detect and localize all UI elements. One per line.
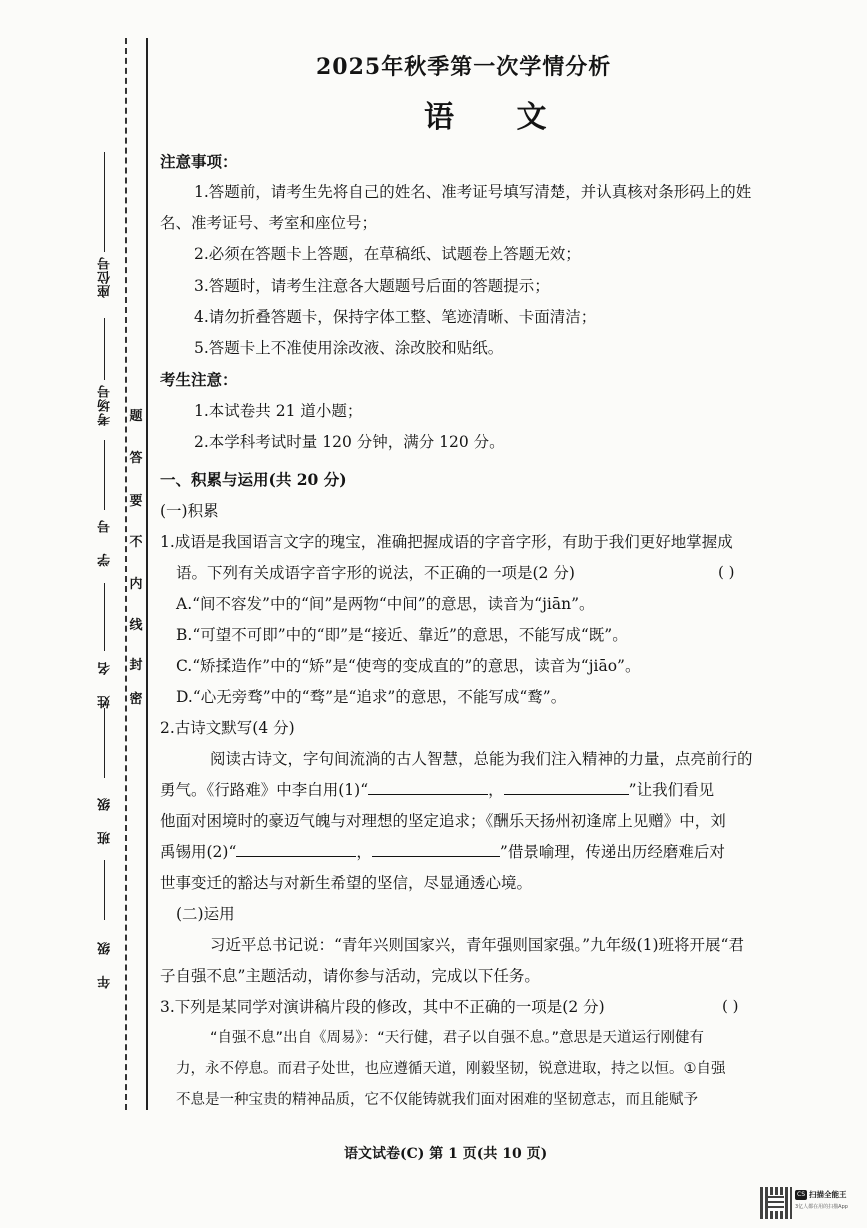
seat-number-line [104, 152, 105, 252]
exam-title: 2025年秋季第一次学情分析 [316, 54, 612, 80]
q1-option-a: A.“间不容发”中的“间”是两物“中间”的意思，读音为“jiān”。 [176, 595, 595, 613]
seal-char-xian: 线 [129, 618, 143, 633]
q2-text-part: ， [356, 843, 372, 861]
class-line [104, 708, 105, 778]
intro-text: 习近平总书记说：“青年兴则国家兴，青年强则国家强。”九年级(1)班将开展“君 [210, 936, 744, 954]
q1-option-c: C.“矫揉造作”中的“矫”是“使弯的变成直的”的意思，读音为“jiāo”。 [176, 657, 641, 675]
q2-text: 阅读古诗文，字句间流淌的古人智慧，总能为我们注入精神的力量，点亮前行的 [210, 750, 753, 768]
q3-answer-paren: ( ) [722, 997, 739, 1015]
seal-char-da: 答 [129, 451, 143, 466]
name-label: 姓 名 [98, 654, 113, 709]
page-footer: 语文试卷(C) 第 1 页(共 10 页) [344, 1146, 548, 1162]
binding-dashed-line [125, 38, 127, 1110]
q2-text: 他面对困境时的豪迈气魄与对理想的坚定追求；《酬乐天扬州初逢席上见赠》中，刘 [160, 812, 726, 830]
q3-passage: “自强不息”出自《周易》：“天行健，君子以自强不息。”意思是天道运行刚健有 [210, 1030, 705, 1046]
scanner-tagline: 3亿人都在用的扫描App [795, 1204, 848, 1210]
q2-text-blanks-1 [160, 780, 714, 800]
q2-heading: 2.古诗文默写(4 分) [160, 719, 295, 737]
scanner-name: 扫描全能王 [809, 1190, 847, 1199]
binding-solid-line [146, 38, 148, 1110]
student-id-line [104, 440, 105, 510]
blank-2[interactable] [504, 780, 629, 795]
subject-title: 语 文 [424, 100, 573, 135]
notice-item: 名、准考证号、考室和座位号； [160, 214, 378, 232]
q2-text-part: ”让我们看见 [628, 781, 715, 799]
student-notice-item: 2.本学科考试时量 120 分钟，满分 120 分。 [194, 433, 505, 451]
q2-text-part: 禹锡用(2)“ [160, 843, 237, 861]
student-notice-heading: 考生注意： [160, 370, 238, 389]
q2-text-part: 勇气。《行路难》中李白用(1)“ [160, 781, 369, 799]
q3-passage: 力，永不停息。而君子处世，也应遵循天道，刚毅坚韧，锐意进取，持之以恒。①自强 [176, 1061, 726, 1077]
student-notice-item: 1.本试卷共 21 道小题； [194, 402, 363, 420]
blank-1[interactable] [368, 780, 488, 795]
q1-option-d: D.“心无旁骛”中的“骛”是“追求”的意思，不能写成“鹜”。 [176, 688, 567, 706]
q1-answer-paren: ( ) [718, 563, 735, 581]
seal-char-yao: 要 [129, 494, 143, 509]
seal-char-mi: 密 [129, 692, 143, 707]
q1-option-b: B.“可望不可即”中的“即”是“接近、靠近”的意思，不能写成“既”。 [176, 626, 628, 644]
scanner-logo [795, 1187, 851, 1219]
q1-stem-line2: 语。下列有关成语字音字形的说法，不正确的一项是(2 分) [176, 564, 575, 582]
section-heading: 一、积累与运用(共 20 分) [160, 470, 347, 489]
q1-stem-line1: 1.成语是我国语言文字的瑰宝，准确把握成语的字音字形，有助于我们更好地掌握成 [160, 533, 733, 551]
exam-room-label: 考场号 [98, 384, 113, 426]
seal-char-bu: 不 [129, 535, 143, 550]
exam-room-line [104, 318, 105, 380]
notice-item: 1.答题前，请考生先将自己的姓名、准考证号填写清楚，并认真核对条形码上的姓 [194, 183, 752, 201]
q2-text: 世事变迁的豁达与对新生希望的坚信，尽显通透心境。 [160, 874, 533, 892]
subsection-heading: (一)积累 [160, 502, 219, 520]
blank-4[interactable] [372, 842, 500, 857]
q3-passage: 不息是一种宝贵的精神品质，它不仅能铸就我们面对困难的坚韧意志，而且能赋予 [176, 1092, 698, 1108]
blank-3[interactable] [236, 842, 356, 857]
name-line [104, 583, 105, 651]
q3-stem: 3.下列是某同学对演讲稿片段的修改，其中不正确的一项是(2 分) [160, 998, 605, 1016]
grade-line [104, 860, 105, 920]
seal-char-nei: 内 [129, 577, 143, 592]
seal-char-ti: 题 [129, 409, 143, 424]
notice-item: 2.必须在答题卡上答题，在草稿纸、试题卷上答题无效； [194, 245, 581, 263]
cs-badge-icon: CS [797, 1191, 805, 1198]
class-label: 班 级 [98, 790, 113, 845]
qr-code-icon [760, 1187, 792, 1219]
intro-text: 子自强不息”主题活动，请你参与活动，完成以下任务。 [160, 967, 540, 985]
q2-text-part: ， [488, 781, 504, 799]
notice-item: 4.请勿折叠答题卡，保持字体工整、笔迹清晰、卡面清洁； [194, 308, 597, 326]
notice-heading: 注意事项： [160, 152, 238, 171]
subsection-heading: (二)运用 [176, 905, 235, 923]
notice-item: 5.答题卡上不准使用涂改液、涂改胶和贴纸。 [194, 339, 504, 357]
notice-item: 3.答题时，请考生注意各大题题号后面的答题提示； [194, 277, 550, 295]
grade-label: 年 级 [98, 934, 113, 989]
q2-text-part: ”借景喻理，传递出历经磨难后对 [499, 843, 725, 861]
student-id-label: 学 号 [98, 512, 113, 567]
seal-char-feng: 封 [129, 658, 143, 673]
seat-number-label: 座位号 [98, 256, 113, 298]
q2-text-blanks-2 [160, 842, 725, 862]
